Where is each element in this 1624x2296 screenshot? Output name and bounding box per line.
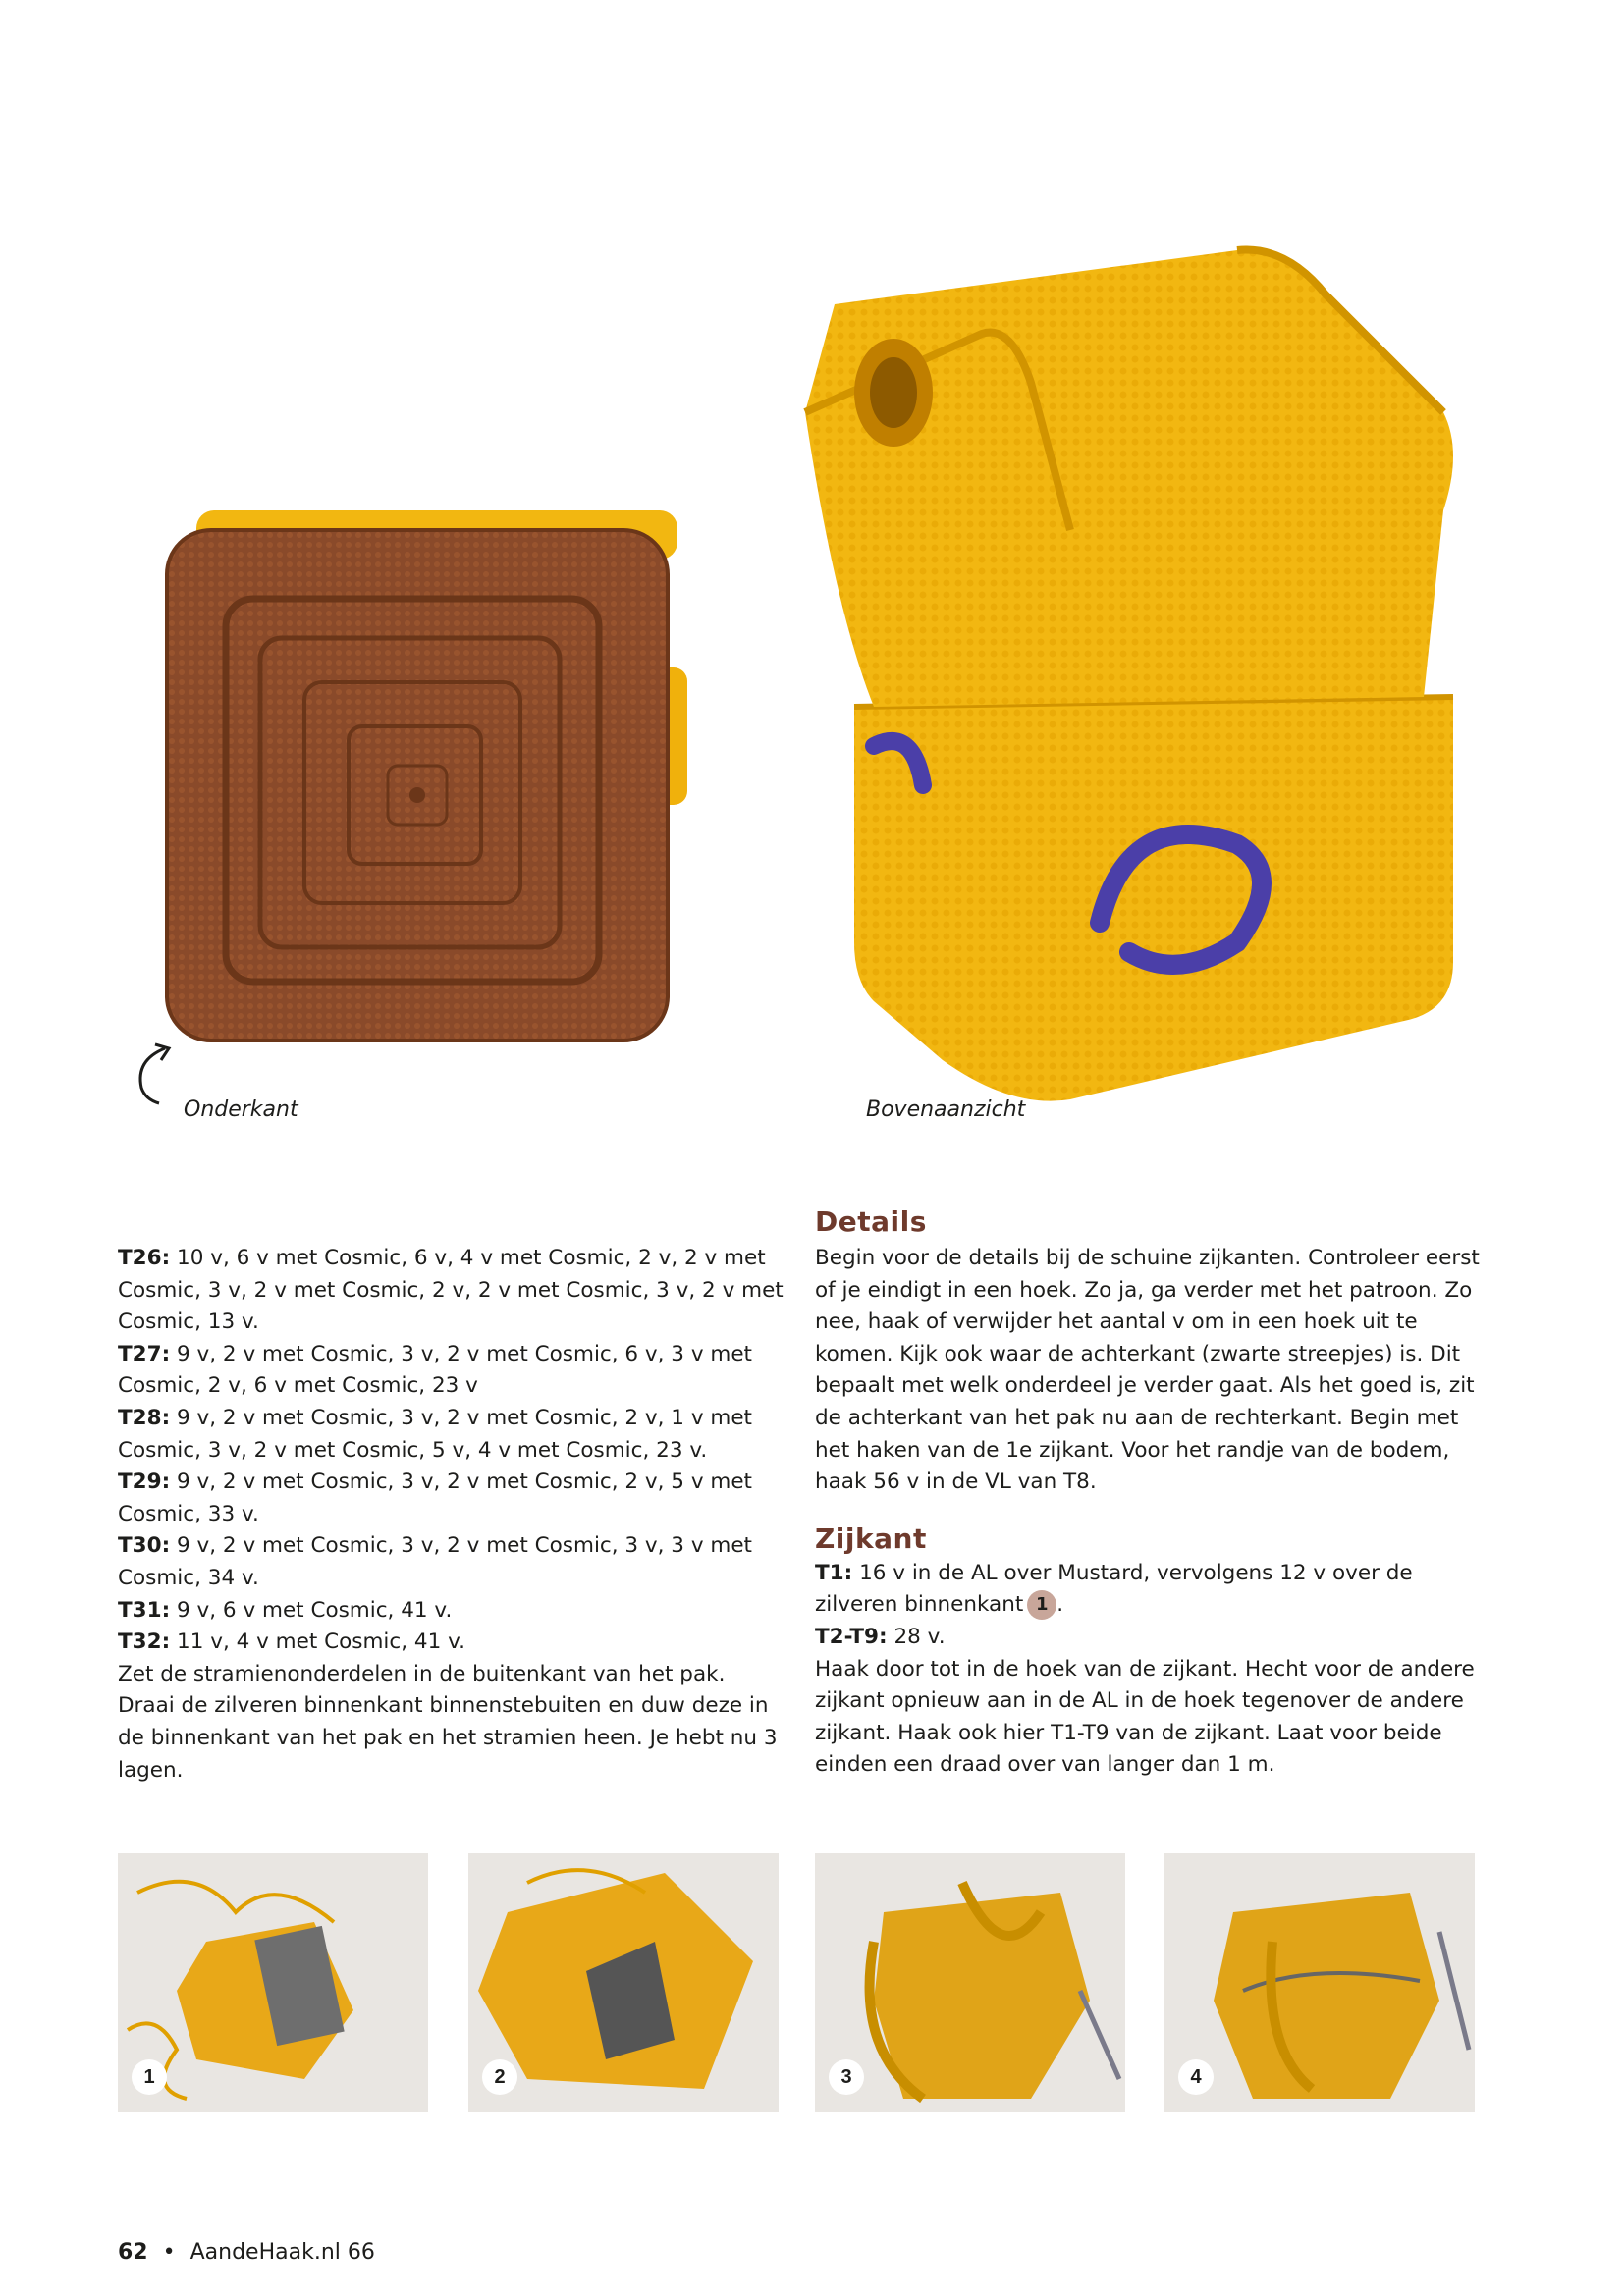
page-number: 62 <box>118 2240 148 2265</box>
left-column <box>118 1243 785 1787</box>
pattern-row-t1: T1: 16 v in de AL over Mustard, vervolgens 12 v over de zilveren binnenkant 1 . <box>815 1558 1483 1622</box>
step-photo-3 <box>815 1853 1125 2112</box>
page-footer <box>118 2240 375 2265</box>
assembly-paragraph: Zet de stramienonderdelen in de buitenkant van het pak. Draai de zilveren binnenkant binnenstebuiten en duw deze in de binnenkant van het pak en het stramien heen. Je hebt nu 3 lagen. <box>118 1661 778 1783</box>
pattern-row-t29: T29: 9 v, 2 v met Cosmic, 3 v, 2 v met Cosmic, 2 v, 5 v met Cosmic, 33 v. <box>118 1469 752 1526</box>
pattern-row-t31: T31: 9 v, 6 v met Cosmic, 41 v. <box>118 1597 453 1623</box>
rotate-arrow-icon <box>128 1041 177 1109</box>
step-photo-2 <box>468 1853 779 2112</box>
heading-details: Details <box>815 1205 927 1238</box>
pattern-row-t28: T28: 9 v, 2 v met Cosmic, 3 v, 2 v met Cosmic, 2 v, 1 v met Cosmic, 3 v, 2 v met Cosmic, 5 v, 4 v met Cosmic, 23 v. <box>118 1405 752 1463</box>
pattern-row-t32: T32: 11 v, 4 v met Cosmic, 41 v. <box>118 1629 465 1655</box>
details-paragraph: Begin voor de details bij de schuine zijkanten. Controleer eerst of je eindigt in een hoek. Zo ja, ga verder met het patroon. Zo nee, haak of verwijder het aantal v om in een hoek uit te komen. Kijk ook waar de achterkant (zwarte streepjes) is. Dit bepaalt met welk onderdeel je verder gaat. Als het goed is, zit de achterkant van het pak nu aan de rechterkant. Begin met het haken van de 1e zijkant. Voor het randje van de bodem, haak 56 v in de VL van T8. <box>815 1246 1480 1495</box>
photo-top-view <box>776 236 1483 1119</box>
step-number-4: 4 <box>1178 2059 1214 2095</box>
pattern-row-t27: T27: 9 v, 2 v met Cosmic, 3 v, 2 v met Cosmic, 6 v, 3 v met Cosmic, 2 v, 6 v met Cosmic, 23 v <box>118 1341 752 1399</box>
caption-onderkant: Onderkant <box>184 1097 298 1122</box>
step-number-1: 1 <box>132 2059 167 2095</box>
pattern-row-t2-t9: T2-T9: 28 v. <box>815 1624 946 1649</box>
step-photo-1 <box>118 1853 428 2112</box>
step-photo-4 <box>1164 1853 1475 2112</box>
right-column <box>815 1205 1483 1782</box>
step-number-2: 2 <box>482 2059 517 2095</box>
caption-bovenaanzicht: Bovenaanzicht <box>866 1097 1026 1122</box>
magazine-issue: AandeHaak.nl 66 <box>189 2240 375 2265</box>
final-paragraph: Haak door tot in de hoek van de zijkant. Hecht voor de andere zijkant opnieuw aan in de AL in de hoek tegenover de andere zijkant. Haak ook hier T1-T9 van de zijkant. Laat voor beide einden een draad over van langer dan 1 m. <box>815 1656 1475 1778</box>
footer-bullet: • <box>162 2240 176 2265</box>
step-number-3: 3 <box>829 2059 864 2095</box>
pattern-row-t26: T26: 10 v, 6 v met Cosmic, 6 v, 4 v met Cosmic, 2 v, 2 v met Cosmic, 3 v, 2 v met Cosmic, 2 v, 2 v met Cosmic, 3 v, 2 v met Cosmic, 13 v. <box>118 1246 784 1335</box>
pattern-row-t30: T30: 9 v, 2 v met Cosmic, 3 v, 2 v met Cosmic, 3 v, 3 v met Cosmic, 34 v. <box>118 1533 752 1590</box>
photo-bottom-view <box>147 491 727 1060</box>
step-reference-badge: 1 <box>1027 1590 1056 1620</box>
heading-zijkant: Zijkant <box>815 1522 927 1555</box>
